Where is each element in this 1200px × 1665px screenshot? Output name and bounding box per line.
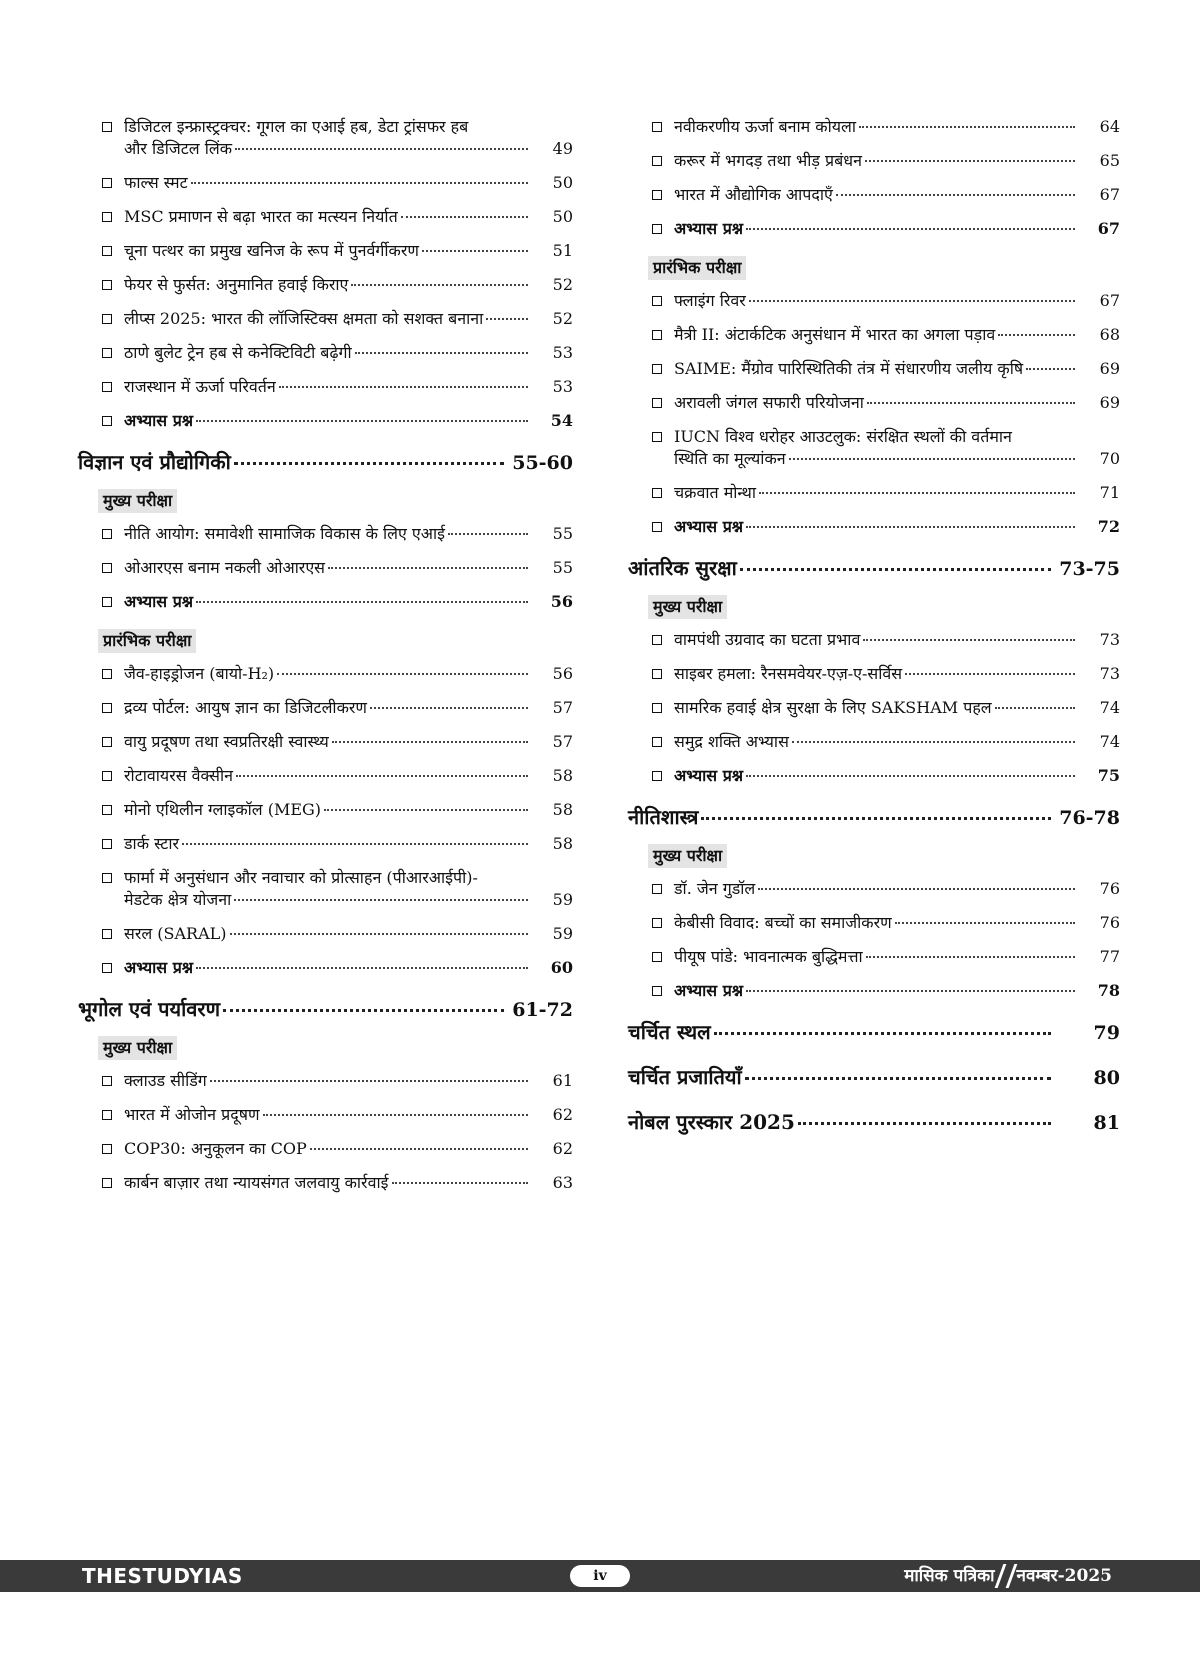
section-page-range: 55-60	[512, 452, 573, 474]
entry-title: पीयूष पांडे: भावनात्मक बुद्धिमत्ता	[674, 947, 863, 966]
entry-title: फेयर से फुर्सत: अनुमानित हवाई किराए	[124, 275, 349, 294]
dot-leader	[230, 933, 528, 935]
dot-leader	[191, 182, 528, 184]
entry-title: अभ्यास प्रश्न	[124, 958, 194, 977]
toc-entry	[78, 765, 573, 787]
dot-leader	[905, 673, 1075, 675]
section-page-range: 73-75	[1059, 558, 1120, 580]
entry-title: वायु प्रदूषण तथा स्वप्रतिरक्षी स्वास्थ्य	[124, 732, 329, 751]
footer-bar	[0, 1560, 1200, 1592]
dot-leader	[745, 1077, 1051, 1080]
checkbox-bullet-icon	[652, 330, 662, 340]
toc-entry	[628, 731, 1120, 753]
checkbox-bullet-icon	[102, 771, 112, 781]
dot-leader	[277, 673, 528, 675]
checkbox-bullet-icon	[102, 348, 112, 358]
entry-title: भारत में औद्योगिक आपदाएँ	[674, 185, 833, 204]
entry-title: चूना पत्थर का प्रमुख खनिज के रूप में पुनर्वर्गीकरण	[124, 241, 419, 260]
checkbox-bullet-icon	[102, 212, 112, 222]
dot-leader	[236, 775, 528, 777]
checkbox-bullet-icon	[102, 1110, 112, 1120]
entry-title: IUCN विश्व धरोहर आउटलुक: संरक्षित स्थलों की वर्तमान	[674, 427, 1012, 446]
entry-title: अभ्यास प्रश्न	[124, 411, 194, 430]
entry-page-number: 59	[552, 890, 573, 909]
entry-page-number: 65	[1099, 151, 1120, 170]
dot-leader	[789, 458, 1075, 460]
toc-entry	[78, 274, 573, 296]
checkbox-bullet-icon	[102, 122, 112, 132]
checkbox-bullet-icon	[652, 156, 662, 166]
checkbox-bullet-icon	[102, 839, 112, 849]
entry-page-number: 55	[552, 558, 573, 577]
subsection-label: मुख्य परीक्षा	[98, 1036, 177, 1060]
toc-entry	[78, 591, 573, 613]
dot-leader	[746, 526, 1075, 528]
checkbox-bullet-icon	[102, 280, 112, 290]
entry-page-number: 73	[1099, 664, 1120, 683]
toc-entry	[78, 1104, 573, 1126]
toc-entry	[78, 206, 573, 228]
section-title: चर्चित प्रजातियाँ	[628, 1065, 742, 1089]
section-heading	[78, 448, 573, 477]
toc-entry	[628, 150, 1120, 172]
entry-title: भारत में ओजोन प्रदूषण	[124, 1105, 260, 1124]
page-number: iv	[570, 1565, 630, 1587]
checkbox-bullet-icon	[102, 529, 112, 539]
checkbox-bullet-icon	[102, 963, 112, 973]
checkbox-bullet-icon	[102, 1144, 112, 1154]
checkbox-bullet-icon	[652, 488, 662, 498]
entry-title: जैव-हाइड्रोजन (बायो-H₂)	[124, 664, 275, 683]
entry-page-number: 49	[552, 139, 573, 158]
section-title: आंतरिक सुरक्षा	[628, 556, 737, 580]
entry-title: नवीकरणीय ऊर्जा बनाम कोयला	[674, 117, 857, 136]
toc-entry	[628, 629, 1120, 651]
toc-entry	[78, 342, 573, 364]
dot-leader	[746, 990, 1075, 992]
checkbox-bullet-icon	[652, 224, 662, 234]
entry-page-number: 76	[1099, 879, 1120, 898]
checkbox-bullet-icon	[102, 597, 112, 607]
entry-page-number: 57	[552, 732, 573, 751]
checkbox-bullet-icon	[652, 986, 662, 996]
dot-leader	[234, 462, 504, 465]
entry-page-number: 74	[1099, 698, 1120, 717]
entry-page-number: 56	[552, 664, 573, 683]
toc-entry	[628, 482, 1120, 504]
dot-leader	[746, 775, 1075, 777]
entry-page-number: 77	[1099, 947, 1120, 966]
entry-page-number: 53	[552, 377, 573, 396]
section-heading	[628, 803, 1120, 832]
toc-entry	[78, 410, 573, 432]
checkbox-bullet-icon	[102, 382, 112, 392]
entry-page-number: 50	[552, 173, 573, 192]
toc-entry	[628, 516, 1120, 538]
entry-title: COP30: अनुकूलन का COP	[124, 1139, 307, 1158]
toc-entry	[78, 663, 573, 685]
section-heading	[628, 1063, 1120, 1092]
entry-title: फ्लाइंग रिवर	[674, 291, 746, 310]
dot-leader	[867, 402, 1075, 404]
toc-entry	[628, 980, 1120, 1002]
subsection-label: प्रारंभिक परीक्षा	[648, 256, 746, 280]
entry-title: रोटावायरस वैक्सीन	[124, 766, 234, 785]
toc-entry	[78, 1070, 573, 1092]
entry-title: मोनो एथिलीन ग्लाइकॉल (MEG)	[124, 800, 322, 819]
entry-title: और डिजिटल लिंक	[124, 139, 232, 158]
section-heading	[628, 554, 1120, 583]
dot-leader	[223, 1009, 504, 1012]
toc-entry	[78, 523, 573, 545]
checkbox-bullet-icon	[102, 246, 112, 256]
checkbox-bullet-icon	[102, 1178, 112, 1188]
dot-leader	[351, 284, 528, 286]
toc-entry	[628, 663, 1120, 685]
entry-page-number: 56	[550, 592, 573, 611]
dot-leader	[995, 707, 1075, 709]
dot-leader	[310, 1148, 528, 1150]
dot-leader	[792, 741, 1075, 743]
checkbox-bullet-icon	[652, 190, 662, 200]
checkbox-bullet-icon	[102, 703, 112, 713]
toc-entry	[78, 116, 573, 160]
entry-title: वामपंथी उग्रवाद का घटता प्रभाव	[674, 630, 861, 649]
dot-leader	[355, 352, 528, 354]
subsection-label: प्रारंभिक परीक्षा	[98, 629, 196, 653]
section-page-range: 80	[1093, 1067, 1120, 1089]
section-page-range: 81	[1093, 1112, 1120, 1134]
entry-page-number: 72	[1097, 517, 1120, 536]
dot-leader	[448, 533, 528, 535]
toc-entry	[78, 923, 573, 945]
toc-entry	[628, 697, 1120, 719]
entry-title: अभ्यास प्रश्न	[124, 592, 194, 611]
checkbox-bullet-icon	[102, 563, 112, 573]
entry-page-number: 70	[1099, 449, 1120, 468]
entry-page-number: 63	[552, 1173, 573, 1192]
entry-page-number: 59	[552, 924, 573, 943]
dot-leader	[701, 817, 1051, 820]
entry-title: ठाणे बुलेट ट्रेन हब से कनेक्टिविटी बढ़ेगी	[124, 343, 352, 362]
entry-page-number: 73	[1099, 630, 1120, 649]
section-page-range: 76-78	[1059, 807, 1120, 829]
entry-page-number: 58	[552, 834, 573, 853]
entry-page-number: 58	[552, 766, 573, 785]
entry-title: लीप्स 2025: भारत की लॉजिस्टिक्स क्षमता को सशक्त बनाना	[124, 309, 484, 328]
toc-entry	[628, 878, 1120, 900]
dot-leader	[758, 888, 1075, 890]
entry-title: सामरिक हवाई क्षेत्र सुरक्षा के लिए SAKSHAM पहल	[674, 698, 992, 717]
toc-right-column	[628, 116, 1120, 1145]
entry-title: नीति आयोग: समावेशी सामाजिक विकास के लिए एआई	[124, 524, 445, 543]
entry-page-number: 58	[552, 800, 573, 819]
section-title: नोबल पुरस्कार 2025	[628, 1110, 795, 1134]
section-title: नीतिशास्त्र	[628, 805, 699, 829]
dot-leader	[740, 568, 1051, 571]
dot-leader	[235, 148, 528, 150]
dot-leader	[210, 1080, 528, 1082]
issue-label: नवम्बर-2025	[1016, 1566, 1112, 1586]
subsection-label: मुख्य परीक्षा	[648, 595, 727, 619]
dot-leader	[263, 1114, 528, 1116]
entry-page-number: 67	[1097, 219, 1120, 238]
dot-leader	[392, 1182, 529, 1184]
dot-leader	[182, 843, 528, 845]
dot-leader	[895, 922, 1075, 924]
dot-leader	[401, 216, 528, 218]
toc-entry	[78, 833, 573, 855]
checkbox-bullet-icon	[102, 805, 112, 815]
entry-page-number: 52	[552, 309, 573, 328]
toc-entry	[628, 218, 1120, 240]
entry-page-number: 78	[1097, 981, 1120, 1000]
entry-page-number: 57	[552, 698, 573, 717]
dot-leader	[234, 899, 528, 901]
entry-title: अभ्यास प्रश्न	[674, 981, 744, 1000]
entry-page-number: 62	[552, 1105, 573, 1124]
dot-leader	[328, 567, 528, 569]
checkbox-bullet-icon	[652, 364, 662, 374]
toc-entry	[628, 392, 1120, 414]
section-title: विज्ञान एवं प्रौद्योगिकी	[78, 450, 231, 474]
dot-leader	[865, 160, 1075, 162]
slash-divider	[994, 1564, 1006, 1588]
entry-title: करूर में भगदड़ तथा भीड़ प्रबंधन	[674, 151, 862, 170]
checkbox-bullet-icon	[102, 178, 112, 188]
checkbox-bullet-icon	[652, 296, 662, 306]
checkbox-bullet-icon	[652, 122, 662, 132]
dot-leader	[332, 741, 528, 743]
checkbox-bullet-icon	[652, 703, 662, 713]
entry-title: डार्क स्टार	[124, 834, 180, 853]
magazine-label: मासिक पत्रिका	[904, 1566, 995, 1586]
checkbox-bullet-icon	[652, 884, 662, 894]
dot-leader	[196, 967, 528, 969]
dot-leader	[196, 601, 528, 603]
checkbox-bullet-icon	[652, 737, 662, 747]
dot-leader	[859, 126, 1075, 128]
toc-entry	[78, 697, 573, 719]
checkbox-bullet-icon	[652, 952, 662, 962]
section-heading	[78, 995, 573, 1024]
entry-title: फार्मा में अनुसंधान और नवाचार को प्रोत्साहन (पीआरआईपी)-	[124, 868, 478, 887]
entry-title: स्थिति का मूल्यांकन	[674, 449, 786, 468]
entry-title: अभ्यास प्रश्न	[674, 517, 744, 536]
subsection-label: मुख्य परीक्षा	[648, 844, 727, 868]
dot-leader	[998, 334, 1075, 336]
checkbox-bullet-icon	[102, 314, 112, 324]
entry-page-number: 67	[1099, 185, 1120, 204]
toc-entry	[628, 358, 1120, 380]
dot-leader	[422, 250, 528, 252]
dot-leader	[1026, 368, 1075, 370]
section-page-range: 79	[1093, 1022, 1120, 1044]
dot-leader	[836, 194, 1075, 196]
toc-entry	[628, 765, 1120, 787]
toc-entry	[78, 799, 573, 821]
dot-leader	[863, 639, 1075, 641]
entry-page-number: 55	[552, 524, 573, 543]
entry-title: ओआरएस बनाम नकली ओआरएस	[124, 558, 326, 577]
entry-title: चक्रवात मोन्था	[674, 483, 757, 502]
dot-leader	[279, 386, 528, 388]
entry-title: केबीसी विवाद: बच्चों का समाजीकरण	[674, 913, 892, 932]
toc-entry	[628, 116, 1120, 138]
section-page-range: 61-72	[512, 999, 573, 1021]
entry-page-number: 69	[1099, 393, 1120, 412]
entry-page-number: 74	[1099, 732, 1120, 751]
issue-info	[904, 1562, 1112, 1590]
checkbox-bullet-icon	[652, 398, 662, 408]
toc-entry	[78, 308, 573, 330]
entry-title: फाल्स स्मट	[124, 173, 188, 192]
toc-entry	[78, 731, 573, 753]
entry-title: कार्बन बाज़ार तथा न्यायसंगत जलवायु कार्रवाई	[124, 1173, 389, 1192]
checkbox-bullet-icon	[652, 771, 662, 781]
checkbox-bullet-icon	[652, 918, 662, 928]
entry-title: डॉ. जेन गुडॉल	[674, 879, 756, 898]
entry-title: समुद्र शक्ति अभ्यास	[674, 732, 789, 751]
checkbox-bullet-icon	[102, 929, 112, 939]
toc-entry	[78, 240, 573, 262]
checkbox-bullet-icon	[652, 669, 662, 679]
toc-entry	[628, 426, 1120, 470]
entry-page-number: 53	[552, 343, 573, 362]
dot-leader	[324, 809, 528, 811]
checkbox-bullet-icon	[652, 635, 662, 645]
entry-page-number: 50	[552, 207, 573, 226]
slash-divider	[1005, 1564, 1017, 1588]
dot-leader	[370, 707, 528, 709]
checkbox-bullet-icon	[652, 522, 662, 532]
toc-entry	[78, 957, 573, 979]
checkbox-bullet-icon	[102, 669, 112, 679]
dot-leader	[749, 300, 1075, 302]
toc-entry	[628, 912, 1120, 934]
checkbox-bullet-icon	[102, 416, 112, 426]
entry-page-number: 75	[1097, 766, 1120, 785]
toc-entry	[628, 290, 1120, 312]
checkbox-bullet-icon	[102, 737, 112, 747]
toc-entry	[78, 557, 573, 579]
toc-entry	[78, 867, 573, 911]
dot-leader	[714, 1032, 1051, 1035]
entry-page-number: 51	[552, 241, 573, 260]
entry-page-number: 64	[1099, 117, 1120, 136]
toc-entry	[628, 946, 1120, 968]
brand-name: THESTUDYIAS	[82, 1564, 243, 1588]
section-title: भूगोल एवं पर्यावरण	[78, 997, 221, 1021]
entry-page-number: 60	[550, 958, 573, 977]
dot-leader	[196, 420, 528, 422]
entry-page-number: 76	[1099, 913, 1120, 932]
entry-page-number: 71	[1099, 483, 1120, 502]
entry-page-number: 68	[1099, 325, 1120, 344]
entry-title: द्रव्य पोर्टल: आयुष ज्ञान का डिजिटलीकरण	[124, 698, 367, 717]
toc-left-column	[78, 116, 573, 1206]
checkbox-bullet-icon	[102, 1076, 112, 1086]
dot-leader	[798, 1122, 1051, 1125]
entry-page-number: 62	[552, 1139, 573, 1158]
toc-entry	[78, 1172, 573, 1194]
toc-entry	[78, 1138, 573, 1160]
toc-entry	[628, 324, 1120, 346]
toc-entry	[628, 184, 1120, 206]
toc-entry	[78, 376, 573, 398]
entry-title: मैत्री II: अंटार्कटिक अनुसंधान में भारत का अगला पड़ाव	[674, 325, 996, 344]
entry-title: राजस्थान में ऊर्जा परिवर्तन	[124, 377, 276, 396]
entry-page-number: 67	[1099, 291, 1120, 310]
checkbox-bullet-icon	[652, 432, 662, 442]
dot-leader	[746, 228, 1075, 230]
subsection-label: मुख्य परीक्षा	[98, 489, 177, 513]
section-title: चर्चित स्थल	[628, 1020, 711, 1044]
entry-title: अभ्यास प्रश्न	[674, 766, 744, 785]
entry-title: अरावली जंगल सफारी परियोजना	[674, 393, 864, 412]
entry-page-number: 52	[552, 275, 573, 294]
checkbox-bullet-icon	[102, 873, 112, 883]
entry-page-number: 54	[550, 411, 573, 430]
entry-title: अभ्यास प्रश्न	[674, 219, 744, 238]
entry-page-number: 61	[552, 1071, 573, 1090]
entry-title: मेडटेक क्षेत्र योजना	[124, 890, 232, 909]
entry-title: SAIME: मैंग्रोव पारिस्थितिकी तंत्र में संधारणीय जलीय कृषि	[674, 359, 1024, 378]
dot-leader	[486, 318, 528, 320]
entry-title: डिजिटल इन्फ्रास्ट्रक्चर: गूगल का एआई हब, डेटा ट्रांसफर हब	[124, 117, 469, 136]
toc-entry	[78, 172, 573, 194]
entry-title: क्लाउड सीडिंग	[124, 1071, 207, 1090]
entry-title: MSC प्रमाणन से बढ़ा भारत का मत्स्यन निर्यात	[124, 207, 398, 226]
entry-title: साइबर हमला: रैनसमवेयर-एज़-ए-सर्विस	[674, 664, 903, 683]
entry-title: सरल (SARAL)	[124, 924, 227, 943]
section-heading	[628, 1018, 1120, 1047]
dot-leader	[759, 492, 1075, 494]
section-heading	[628, 1108, 1120, 1137]
dot-leader	[866, 956, 1075, 958]
entry-page-number: 69	[1099, 359, 1120, 378]
